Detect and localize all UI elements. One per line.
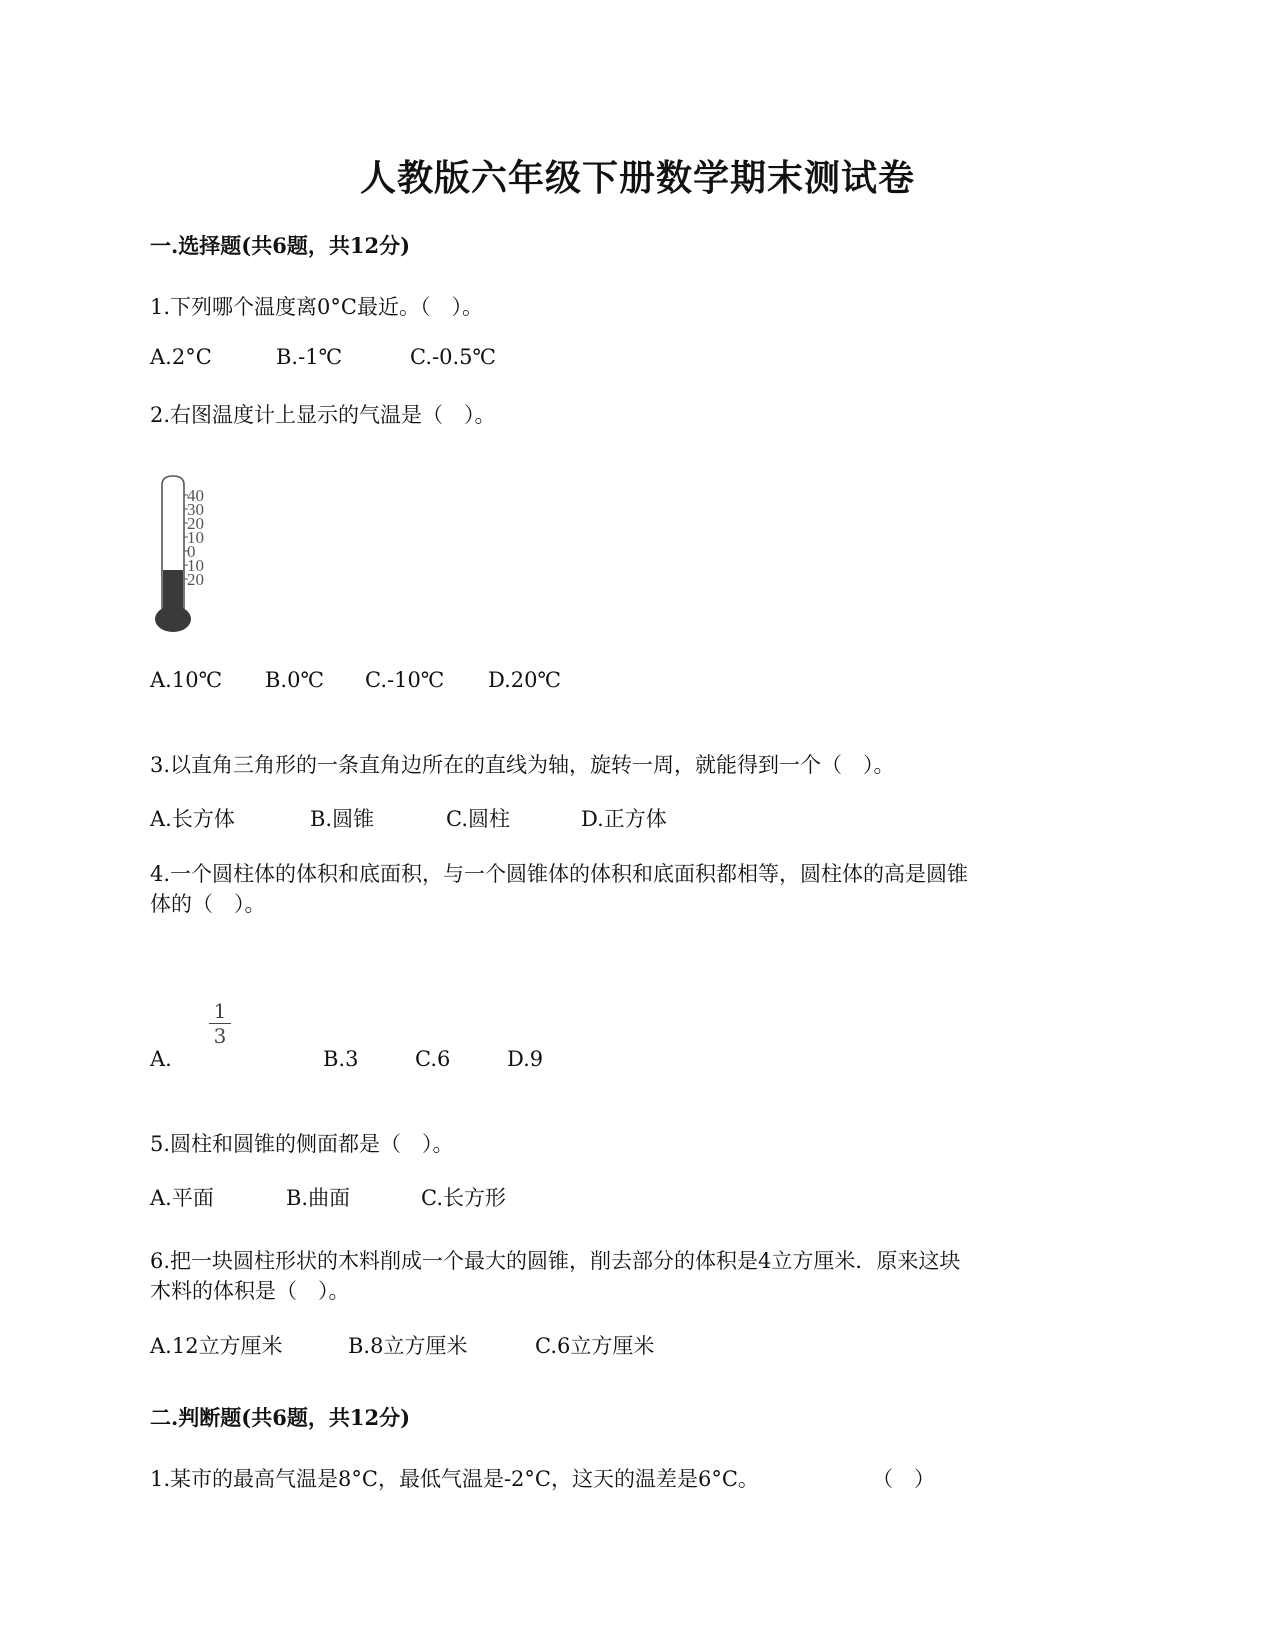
thermometer-label: 10 bbox=[187, 528, 204, 547]
q4-option-c: C.6 bbox=[415, 1047, 451, 1071]
q1-option-b: B.-1℃ bbox=[276, 345, 343, 369]
q3-option-d: D.正方体 bbox=[581, 807, 667, 831]
q2-option-a: A.10℃ bbox=[150, 668, 223, 692]
fraction-one-third bbox=[209, 1000, 231, 1047]
thermometer-label: 20 bbox=[187, 570, 204, 589]
q3-option-c: C.圆柱 bbox=[446, 807, 510, 831]
q5-option-a: A.平面 bbox=[150, 1186, 214, 1210]
q4-option-d: D.9 bbox=[507, 1047, 544, 1071]
judgement-question-1: 1.某市的最高气温是8°C，最低气温是-2°C，这天的温差是6°C。 bbox=[150, 1467, 759, 1491]
q5-option-b: B.曲面 bbox=[286, 1186, 351, 1210]
q4-option-a-prefix: A. bbox=[150, 1047, 172, 1071]
section-heading-judgement: 二.判断题(共6题，共12分) bbox=[150, 1405, 411, 1430]
thermometer-label: 10 bbox=[187, 556, 204, 575]
question-4-line-1: 4.一个圆柱体的体积和底面积，与一个圆锥体的体积和底面积都相等，圆柱体的高是圆锥 bbox=[150, 862, 969, 886]
question-6-line-2: 木料的体积是（ ）。 bbox=[150, 1279, 350, 1303]
question-4-line-2: 体的（ ）。 bbox=[150, 892, 266, 916]
q4-option-b: B.3 bbox=[323, 1047, 359, 1071]
question-1: 1.下列哪个温度离0°C最近。（ ）。 bbox=[150, 295, 483, 319]
thermometer-label: 30 bbox=[187, 500, 204, 519]
q5-option-c: C.长方形 bbox=[421, 1186, 506, 1210]
thermometer-label: 0 bbox=[187, 542, 196, 561]
thermometer-figure bbox=[155, 475, 235, 635]
q3-option-a: A.长方体 bbox=[150, 807, 235, 831]
page-title: 人教版六年级下册数学期末测试卷 bbox=[359, 157, 915, 199]
q6-option-b: B.8立方厘米 bbox=[348, 1334, 468, 1358]
question-2: 2.右图温度计上显示的气温是（ ）。 bbox=[150, 403, 496, 427]
q2-option-c: C.-10℃ bbox=[365, 668, 445, 692]
judgement-answer-blank: （ ） bbox=[872, 1467, 935, 1491]
q2-option-d: D.20℃ bbox=[488, 668, 561, 692]
thermometer-label: 40 bbox=[187, 486, 204, 505]
q6-option-a: A.12立方厘米 bbox=[150, 1334, 283, 1358]
question-6-line-1: 6.把一块圆柱形状的木料削成一个最大的圆锥，削去部分的体积是4立方厘米．原来这块 bbox=[150, 1249, 961, 1273]
q6-option-c: C.6立方厘米 bbox=[535, 1334, 655, 1358]
q1-option-a: A.2°C bbox=[150, 345, 212, 369]
fraction-numerator: 1 bbox=[213, 999, 227, 1023]
section-heading-choice: 一.选择题(共6题，共12分) bbox=[150, 233, 411, 258]
question-5: 5.圆柱和圆锥的侧面都是（ ）。 bbox=[150, 1132, 454, 1156]
thermometer-label: 20 bbox=[187, 514, 204, 533]
fraction-denominator: 3 bbox=[213, 1024, 227, 1048]
q2-option-b: B.0℃ bbox=[265, 668, 324, 692]
question-3: 3.以直角三角形的一条直角边所在的直线为轴，旋转一周，就能得到一个（ ）。 bbox=[150, 753, 895, 777]
q3-option-b: B.圆锥 bbox=[310, 807, 375, 831]
q1-option-c: C.-0.5℃ bbox=[410, 345, 496, 369]
